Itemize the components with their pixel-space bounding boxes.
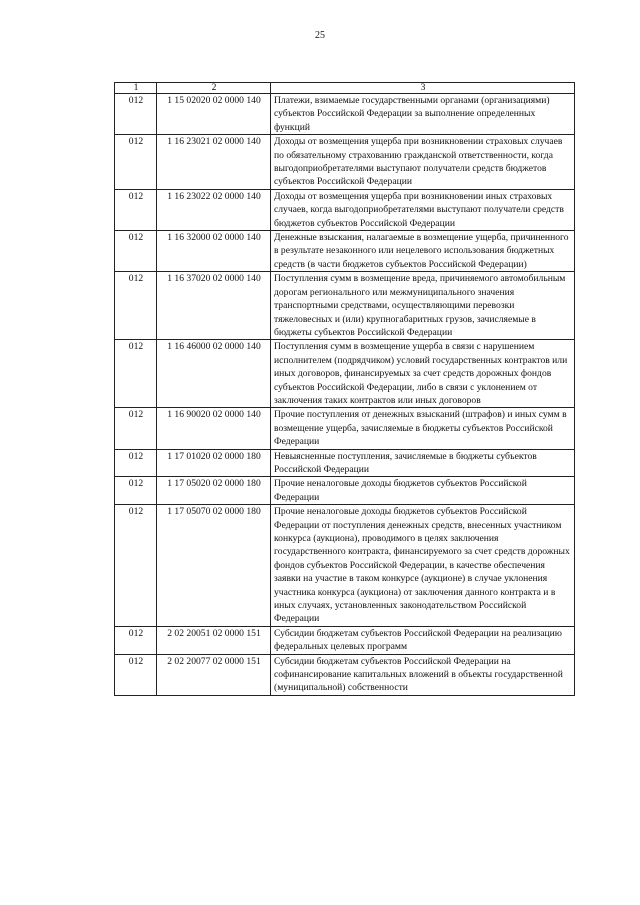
admin-code-cell: 012 (115, 189, 157, 230)
revenue-codes-table (114, 82, 575, 696)
admin-code-cell: 012 (115, 654, 157, 695)
table-row (115, 340, 575, 408)
revenue-name-cell: Поступления сумм в возмещение вреда, причиняемого автомобильным дорогам регионального или межмуниципального значения транспортными средствами, осуществляющими перевозки тяжеловесных и (или) крупногабаритных грузов, зачисляемые в бюджеты субъектов Российской Федерации (271, 272, 575, 340)
table-row (115, 231, 575, 272)
admin-code-cell: 012 (115, 272, 157, 340)
revenue-code-cell: 1 17 05020 02 0000 180 (157, 477, 271, 505)
revenue-code-cell: 1 16 90020 02 0000 140 (157, 408, 271, 449)
admin-code-cell: 012 (115, 505, 157, 627)
admin-code-cell: 012 (115, 340, 157, 408)
revenue-name-cell: Доходы от возмещения ущерба при возникновении иных страховых случаев, когда выгодоприобретателями выступают получатели средств бюджетов субъектов Российской Федерации (271, 189, 575, 230)
revenue-name-cell: Прочие неналоговые доходы бюджетов субъектов Российской Федерации от поступления денежных средств, внесенных участником конкурса (аукциона), проводимого в целях заключения государственного контракта, финансируемого за счет средств дорожных фондов субъектов Российской Федерации, в качестве обеспечения заявки на участие в таком конкурсе (аукционе) в случае уклонения участника конкурса (аукциона) от заключения данного контракта и в иных случаях, установленных законодательством Российской Федерации (271, 505, 575, 627)
table-row (115, 408, 575, 449)
page-number: 25 (315, 30, 325, 41)
table-header-row (115, 83, 575, 94)
table-row (115, 477, 575, 505)
admin-code-cell: 012 (115, 135, 157, 190)
table-row (115, 505, 575, 627)
revenue-name-cell: Прочие неналоговые доходы бюджетов субъектов Российской Федерации (271, 477, 575, 505)
revenue-name-cell: Прочие поступления от денежных взысканий (штрафов) и иных сумм в возмещение ущерба, зачисляемые в бюджеты субъектов Российской Федерации (271, 408, 575, 449)
admin-code-cell: 012 (115, 449, 157, 477)
admin-code-cell: 012 (115, 231, 157, 272)
admin-code-cell: 012 (115, 477, 157, 505)
revenue-name-cell: Поступления сумм в возмещение ущерба в связи с нарушением исполнителем (подрядчиком) условий государственных контрактов или иных договоров, финансируемых за счет средств дорожных фондов субъектов Российской Федерации, либо в связи с уклонением от заключения таких контрактов или иных договоров (271, 340, 575, 408)
revenue-name-cell: Субсидии бюджетам субъектов Российской Федерации на софинансирование капитальных вложений в объекты государственной (муниципальной) собственности (271, 654, 575, 695)
revenue-name-cell: Денежные взыскания, налагаемые в возмещение ущерба, причиненного в результате незаконного или нецелевого использования бюджетных средств (в части бюджетов субъектов Российской Федерации) (271, 231, 575, 272)
table-row (115, 94, 575, 135)
revenue-code-cell: 2 02 20077 02 0000 151 (157, 654, 271, 695)
admin-code-cell: 012 (115, 408, 157, 449)
column-header: 2 (157, 83, 271, 94)
admin-code-cell: 012 (115, 94, 157, 135)
table-row (115, 272, 575, 340)
table-row (115, 135, 575, 190)
revenue-code-cell: 1 17 05070 02 0000 180 (157, 505, 271, 627)
table-row (115, 189, 575, 230)
revenue-name-cell: Невыясненные поступления, зачисляемые в бюджеты субъектов Российской Федерации (271, 449, 575, 477)
revenue-code-cell: 1 16 23022 02 0000 140 (157, 189, 271, 230)
revenue-code-cell: 2 02 20051 02 0000 151 (157, 626, 271, 654)
column-header: 3 (271, 83, 575, 94)
revenue-name-cell: Субсидии бюджетам субъектов Российской Федерации на реализацию федеральных целевых программ (271, 626, 575, 654)
table-row (115, 654, 575, 695)
revenue-code-cell: 1 16 32000 02 0000 140 (157, 231, 271, 272)
table-row (115, 626, 575, 654)
revenue-code-cell: 1 16 46000 02 0000 140 (157, 340, 271, 408)
revenue-code-cell: 1 17 01020 02 0000 180 (157, 449, 271, 477)
revenue-code-cell: 1 16 23021 02 0000 140 (157, 135, 271, 190)
revenue-name-cell: Доходы от возмещения ущерба при возникновении страховых случаев по обязательному страхованию гражданской ответственности, когда выгодоприобретателями выступают получатели средств бюджетов субъектов Российской Федерации (271, 135, 575, 190)
table-row (115, 449, 575, 477)
revenue-code-cell: 1 15 02020 02 0000 140 (157, 94, 271, 135)
column-header: 1 (115, 83, 157, 94)
revenue-name-cell: Платежи, взимаемые государственными органами (организациями) субъектов Российской Федерации за выполнение определенных функций (271, 94, 575, 135)
revenue-code-cell: 1 16 37020 02 0000 140 (157, 272, 271, 340)
admin-code-cell: 012 (115, 626, 157, 654)
